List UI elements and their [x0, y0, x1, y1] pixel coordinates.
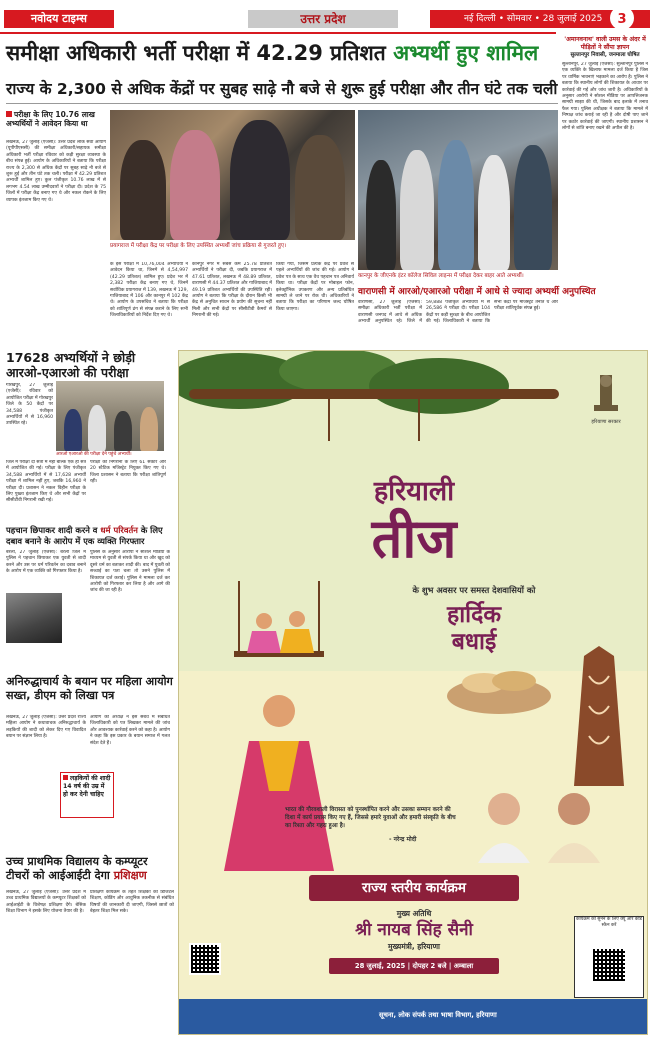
emblem-icon: [586, 371, 626, 415]
emblem-label: हरियाणा सरकार: [591, 419, 621, 425]
qr-code-icon: [591, 947, 627, 983]
event-banner: राज्य स्तरीय कार्यक्रम: [309, 875, 519, 901]
story2-headline: 17628 अभ्यर्थियों ने छोड़ी आरओ-एआरओ की परीक्षा: [6, 350, 136, 380]
header-divider: [0, 32, 556, 34]
pullquote-text: लड़कियों की शादी 14 वर्ष की उम्र में हो कर देनी चाहिए: [63, 775, 111, 798]
story5-body-right: प्रशिक्षण कार्यक्रम के तहत शिक्षकों को डिजिटल शिक्षण, कोडिंग और आधुनिक तकनीक से संबंधित विषयों की जानकारी दी जाएगी, जिससे छात्रों को बेहतर शिक्षा मिल सके।: [90, 890, 174, 915]
lead-headline: [6, 40, 558, 66]
lead-headline-main: समीक्षा अधिकारी भर्ती परीक्षा में 42.29 प्रतिशत: [6, 41, 386, 65]
leaders-portrait: [464, 783, 614, 863]
ad-footer: [179, 999, 648, 1035]
dancing-woman-illustration: [209, 681, 349, 881]
qr-code-icon: [189, 943, 221, 975]
sweets-plate-illustration: [444, 641, 554, 721]
lead-subheadline: राज्य के 2,300 से अधिक केंद्रों पर सुबह साढ़े नौ बजे से शुरू हुई परीक्षा और तीन घंटे तक चली: [6, 80, 558, 98]
modi-quote: भारत की गौरवशाली विरासत को पुनर्स्थापित करने और उसका सम्मान करने की दिशा में कार्य प्रयास किए गए हैं, जिससे हमारे युवाओं और हमारी संस्कृति के बीच का रिश्ता और गहरा हुआ है।: [285, 807, 456, 829]
story3-headline-highlight: धर्म परिवर्तन: [100, 525, 138, 535]
varanasi-body: वाराणसी, 27 जुलाई (एजेंसी): समीक्षा अधिकारी भर्ती परीक्षा में वाराणसी जनपद में आधे से अधिक अभ्यर्थी अनुपस्थित रहे। जिले में 59,888 पंजीकृत अभ्यर्थियों में से 26,586 ने परीक्षा दी। परीक्षा 104 केंद्रों पर कड़ी सुरक्षा के बीच आयोजित की गई। जिलाधिकारी ने बताया कि सभी केंद्रों पर मजिस्ट्रेट तैनात थे और परीक्षा शांतिपूर्वक संपन्न हुई।: [358, 300, 558, 325]
issue-date: नई दिल्ली • सोमवार • 28 जुलाई 2025: [430, 10, 650, 28]
chief-guest-name: श्री नायब सिंह सैनी: [355, 920, 473, 940]
qr-label: कार्यक्रम को सुनने के लिए क्यू आर कोड स्कैन करें: [575, 917, 643, 928]
quote-attribution: - नरेन्द्र मोदी: [389, 836, 417, 843]
story5-headline-highlight: प्रशिक्षण: [113, 869, 147, 882]
story3-body-right: पुलिस के अनुसार आरोपी ने सोशल मीडिया के माध्यम से युवती से संपर्क किया था और खुद को दूसरे धर्म का बताकर शादी की। बाद में युवती को सच्चाई का पता चला तो उसने पुलिस में शिकायत दर्ज कराई। पुलिस ने मामला दर्ज कर आरोपी को गिरफ्तार कर लिया है और आगे की जांच की जा रही है।: [90, 550, 170, 594]
lead-kicker: [6, 110, 106, 128]
teej-advertisement: [178, 350, 648, 1035]
lead-body-col2: के इस परीक्षा में 10,76,004 अभ्यर्थियों ने आवेदन किया था, जिनमें से 4,54,997 (42.29 प्रतिशत) शामिल हुए। प्रदेश भर में 2,382 परीक्षा केंद्र बनाए गए थे, जिनमें सर्वाधिक प्रयागराज में 139, लखनऊ में 129, गाजियाबाद में 106 और कानपुर में 102 केंद्र थे। आयोग के उपसचिव ने बताया कि परीक्षा को शांतिपूर्ण ढंग से संपन्न कराने के लिए सभी जिलाधिकारियों को निर्देश दिए गए थे।: [110, 262, 188, 319]
photo2-caption: कानपुर के जीएनके इंटर कॉलेज सिविल लाइन्स में परीक्षा देकर बाहर आते अभ्यर्थी।: [358, 273, 524, 279]
varanasi-headline: वाराणसी में आरओ/एआरओ परीक्षा में आधे से ज्यादा अभ्यर्थी अनुपस्थित: [358, 287, 596, 297]
story3-headline-post: के लिए दबाव बनाने के आरोप में एक व्यक्ति गिरफ्तार: [6, 525, 163, 546]
chief-guest-role: मुख्यमंत्री, हरियाणा: [388, 942, 440, 951]
story2-caption: आरओ एआरओ की परीक्षा देने पहुंचे अभ्यर्थी।: [56, 452, 132, 457]
ad-badhai: बधाई: [451, 628, 497, 655]
swing-women-illustration: [219, 581, 339, 681]
lead-body-col1: लखनऊ, 27 जुलाई (एजेंसी): उत्तर प्रदेश लोक सेवा आयोग (यूपीपीएससी) की समीक्षा अधिकारी/सहायक समीक्षा अधिकारी भर्ती परीक्षा रविवार को कड़ी सुरक्षा व्यवस्था के बीच संपन्न हुई। आयोग के अधिकारियों ने बताया कि परीक्षा राज्य के 2,300 से अधिक केंद्रों पर सुबह साढ़े नौ बजे से शुरू हुई और तीन घंटे तक चली। परीक्षा में 42.29 प्रतिशत अभ्यर्थी शामिल हुए। कुल पंजीकृत 10.76 लाख में से लगभग 4.54 लाख उम्मीदवारों ने परीक्षा दी। प्रदेश के 75 जिलों में परीक्षा केंद्र बनाए गए थे और नकल रोकने के लिए व्यापक इंतजाम किए गए थे।: [6, 140, 106, 203]
exam-checking-photo: [110, 110, 355, 240]
lead-body-col3: कानपुर नगर में सबसे कम 25.78 प्रतिशत अभ्यर्थियों ने परीक्षा दी, जबकि प्रयागराज में 47.61 प्रतिशत, लखनऊ में 48.89 प्रतिशत, वाराणसी में 44.37 प्रतिशत और गाजियाबाद में 49.19 प्रतिशत अभ्यर्थियों की उपस्थिति रही। आयोग ने बताया कि परीक्षा के दौरान किसी भी केंद्र से अनुचित साधन के प्रयोग की सूचना नहीं मिली और सभी केंद्रों पर सीसीटीवी कैमरों से निगरानी की गई।: [192, 262, 272, 319]
section-title: उत्तर प्रदेश: [248, 10, 398, 28]
story2-body-left: गोरखपुर, 27 जुलाई (एजेंसी): रविवार को आयोजित परीक्षा में गोरखपुर जिले के 50 केंद्रों पर 34,588 पंजीकृत अभ्यर्थियों में से 16,960 उपस्थित रहे।: [6, 383, 53, 427]
story4-body-left: लखनऊ, 27 जुलाई (एजेंसी): उत्तर प्रदेश राज्य महिला आयोग ने कथावाचक अनिरुद्धाचार्य के लड़कियों की शादी को लेकर दिए गए विवादित बयान पर संज्ञान लिया है।: [6, 715, 86, 740]
story3-headline: [6, 525, 174, 547]
story2-body: जिले में परीक्षा दो सत्रों में नहीं बल्कि एक ही सत्र में आयोजित की गई। परीक्षा के लिए पंजीकृत 34,588 अभ्यर्थियों में से 17,628 अभ्यर्थी परीक्षा में शामिल नहीं हुए, जबकि 16,960 ने परीक्षा दी। प्रशासन ने नकल विहीन परीक्षा के लिए पुख्ता इंतजाम किए थे और सभी केंद्रों पर सीसीटीवी निगरानी रखी गई।: [6, 460, 86, 504]
story5-body-left: लखनऊ, 27 जुलाई (एजेंसी): उत्तर प्रदेश में उच्च प्राथमिक विद्यालयों के कम्प्यूटर शिक्षकों को आईआईटी के विशेषज्ञ प्रशिक्षण देंगे। बेसिक शिक्षा विभाग ने इसके लिए योजना तैयार की है।: [6, 890, 86, 915]
ad-title-teej: तीज: [371, 506, 457, 570]
event-date-bar: 28 जुलाई, 2025 | दोपहर 2 बजे | अम्बाला: [329, 958, 499, 974]
bullet-square-icon: [63, 775, 68, 780]
candidates-exiting-photo: [358, 110, 558, 270]
bullet-square-icon: [6, 111, 12, 117]
lead-headline-highlight: अभ्यर्थी हुए शामिल: [393, 41, 539, 65]
photo1-caption: प्रयागराज में परीक्षा केंद्र पर परीक्षा के लिए उपस्थित अभ्यर्थी जांच प्रक्रिया से गुजरते हुए।: [110, 243, 287, 249]
varanasi-story: [358, 287, 596, 345]
story5-headline: [6, 855, 174, 883]
ad-footer-text: सूचना, लोक संपर्क तथा भाषा विभाग, हरियाणा: [379, 1011, 497, 1019]
story5-headline-pre: उच्च प्राथमिक विद्यालय के कम्प्यूटर टीचरों को आईआईटी देगा: [6, 855, 148, 882]
qr-code-box: [574, 916, 644, 998]
ad-hardik: हार्दिक: [446, 601, 501, 628]
story3-headline-pre: पहचान छिपाकर शादी करने व: [6, 525, 98, 535]
chief-guest-label: मुख्य अतिथि: [396, 909, 432, 918]
ad-title-hariyali: हरियाली: [373, 476, 455, 507]
right-story-subhead: सुल्तानपुर निवासी, जनमाला घोषित: [570, 52, 640, 58]
story2-body-right: परीक्षा की निगरानी के लिए 61 सेक्टर और 20 स्टैटिक मजिस्ट्रेट नियुक्त किए गए थे। जिला प्रशासन ने बताया कि परीक्षा शांतिपूर्ण रही।: [90, 460, 166, 485]
newspaper-logo: नवोदय टाइम्स: [4, 10, 114, 28]
story4-headline: अनिरुद्धाचार्य के बयान पर महिला आयोग सख्त, डीएम को लिखा पत्र: [6, 675, 173, 702]
lead-kicker-text: परीक्षा के लिए 10.76 लाख अभ्यर्थियों ने आवेदन किया था: [6, 110, 95, 128]
right-story-body: सुल्तानपुर, 27 जुलाई (एजेंसी): सुल्तानपुर पुलिस ने एक व्यक्ति के खिलाफ मामला दर्ज किया है जिस पर धार्मिक भावनाएं भड़काने का आरोप है। पुलिस ने बताया कि स्थानीय लोगों की शिकायत के आधार पर कार्रवाई की गई और जांच जारी है। अधिकारियों के अनुसार आरोपी ने सोशल मीडिया पर आपत्तिजनक सामग्री साझा की थी, जिसके बाद इलाके में तनाव फैल गया। पुलिस अधीक्षक ने बताया कि मामले में निष्पक्ष जांच कराई जा रही है और दोषी पाए जाने पर कठोर कार्रवाई की जाएगी। स्थानीय प्रशासन ने लोगों से शांति बनाए रखने की अपील की है।: [562, 62, 648, 132]
story4-body-right: आयोग की अध्यक्ष ने इस संबंध में संबंधित जिलाधिकारी को पत्र लिखकर मामले की जांच और आवश्यक कार्रवाई करने को कहा है। आयोग ने कहा कि इस प्रकार के बयान समाज में गलत संदेश देते हैं।: [90, 715, 170, 746]
masthead: [0, 0, 650, 36]
exam-centre-photo: [56, 381, 164, 451]
mehendi-hands-illustration: [554, 636, 644, 786]
lead-body-col4: किया गया, जिसमें प्रत्येक केंद्र पर प्रवेश से पहले अभ्यर्थियों की जांच की गई। आयोग ने प्रवेश पत्र के साथ एक वैध पहचान पत्र अनिवार्य किया था। परीक्षा केंद्रों पर मोबाइल फोन, इलेक्ट्रॉनिक उपकरण और अन्य प्रतिबंधित सामग्री ले जाने पर रोक थी। अधिकारियों ने बताया कि परीक्षा का परिणाम जल्द घोषित किया जाएगा।: [276, 262, 354, 312]
right-column-story: [562, 36, 648, 316]
ad-greeting: के शुभ अवसर पर समस्त देशवासियों को: [412, 585, 536, 595]
story4-pullquote: [60, 772, 114, 818]
story3-body-left: बरेली, 27 जुलाई (एजेंसी): बरेली जिले में पुलिस ने पहचान छिपाकर एक युवती से शादी करने और उस पर धर्म परिवर्तन का दबाव बनाने के आरोप में एक व्यक्ति को गिरफ्तार किया है।: [6, 550, 86, 575]
right-story-headline: 'अमानवनाथ' वाली उमस के अंदर में पीड़ितों ने सौंपा ज्ञापन: [564, 36, 646, 51]
haryana-govt-emblem: [577, 371, 635, 433]
subhead-divider: [6, 103, 558, 104]
page-number: 3: [610, 6, 634, 30]
accused-photo: [6, 593, 62, 643]
